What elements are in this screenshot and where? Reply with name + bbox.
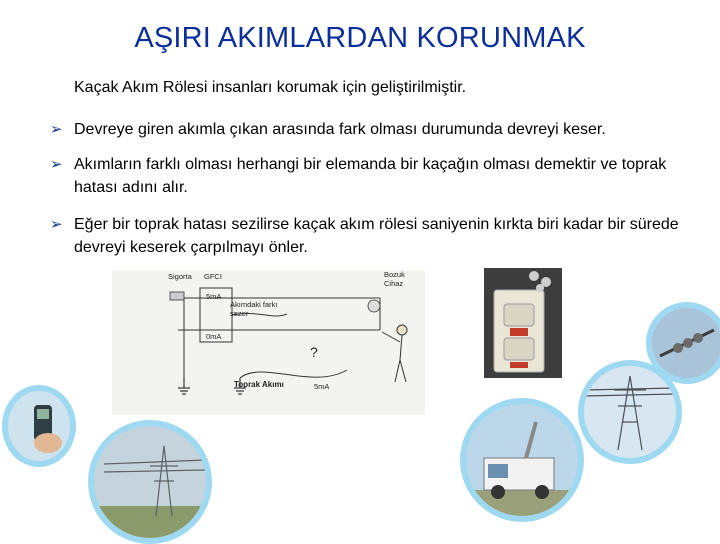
circuit-drawing (112, 270, 425, 415)
power-lines-photo-circle (88, 420, 212, 544)
faulty-label: Bozuk (384, 270, 405, 279)
utility-truck-photo-circle (460, 398, 584, 522)
detect-label: sezer (230, 309, 249, 318)
arrowhead-bullet-icon: ➢ (50, 216, 63, 233)
fuse-label: Sigorta (168, 272, 192, 281)
electricity-pylon-icon (584, 366, 676, 458)
diff-label: Akımdaki farkı (230, 300, 278, 309)
insulator-icon (652, 308, 720, 378)
bucket-truck-icon (466, 404, 578, 516)
question-mark: ? (310, 344, 318, 360)
current-label: 5mA (206, 292, 222, 301)
arrowhead-bullet-icon: ➢ (50, 121, 63, 138)
current-label: 5mA (314, 382, 330, 391)
intro-text: Kaçak Akım Rölesi insanları korumak için geliştirilmiştir. (74, 79, 467, 96)
transmission-tower-icon (94, 426, 206, 538)
bullet-text: Eğer bir toprak hatası sezilirse kaçak akım rölesi saniyenin kırkta biri kadar bir sürede devreyi keserek çarpılmayı önler. (74, 216, 679, 256)
phone-photo-circle (2, 385, 76, 467)
gfci-label: GFCI (204, 272, 222, 281)
arrowhead-bullet-icon: ➢ (50, 156, 63, 173)
mobile-phone-icon (8, 391, 70, 461)
slide-title: AŞIRI AKIMLARDAN KORUNMAK (134, 22, 586, 54)
bullet-text: Devreye giren akımla çıkan arasında fark olması durumunda devreyi keser. (74, 121, 606, 138)
bullet-text: Akımların farklı olması herhangi bir elemanda bir kaçağın olması demektir ve toprak hatası adını alır. (74, 156, 667, 196)
device-label: Cihaz (384, 279, 404, 288)
gfci-circuit-diagram (112, 270, 425, 415)
insulator-photo-circle (646, 302, 720, 384)
ground-current-label: Toprak Akımı (234, 380, 284, 389)
gfci-outlet-photo (484, 268, 562, 378)
current-label: 0mA (206, 332, 222, 341)
